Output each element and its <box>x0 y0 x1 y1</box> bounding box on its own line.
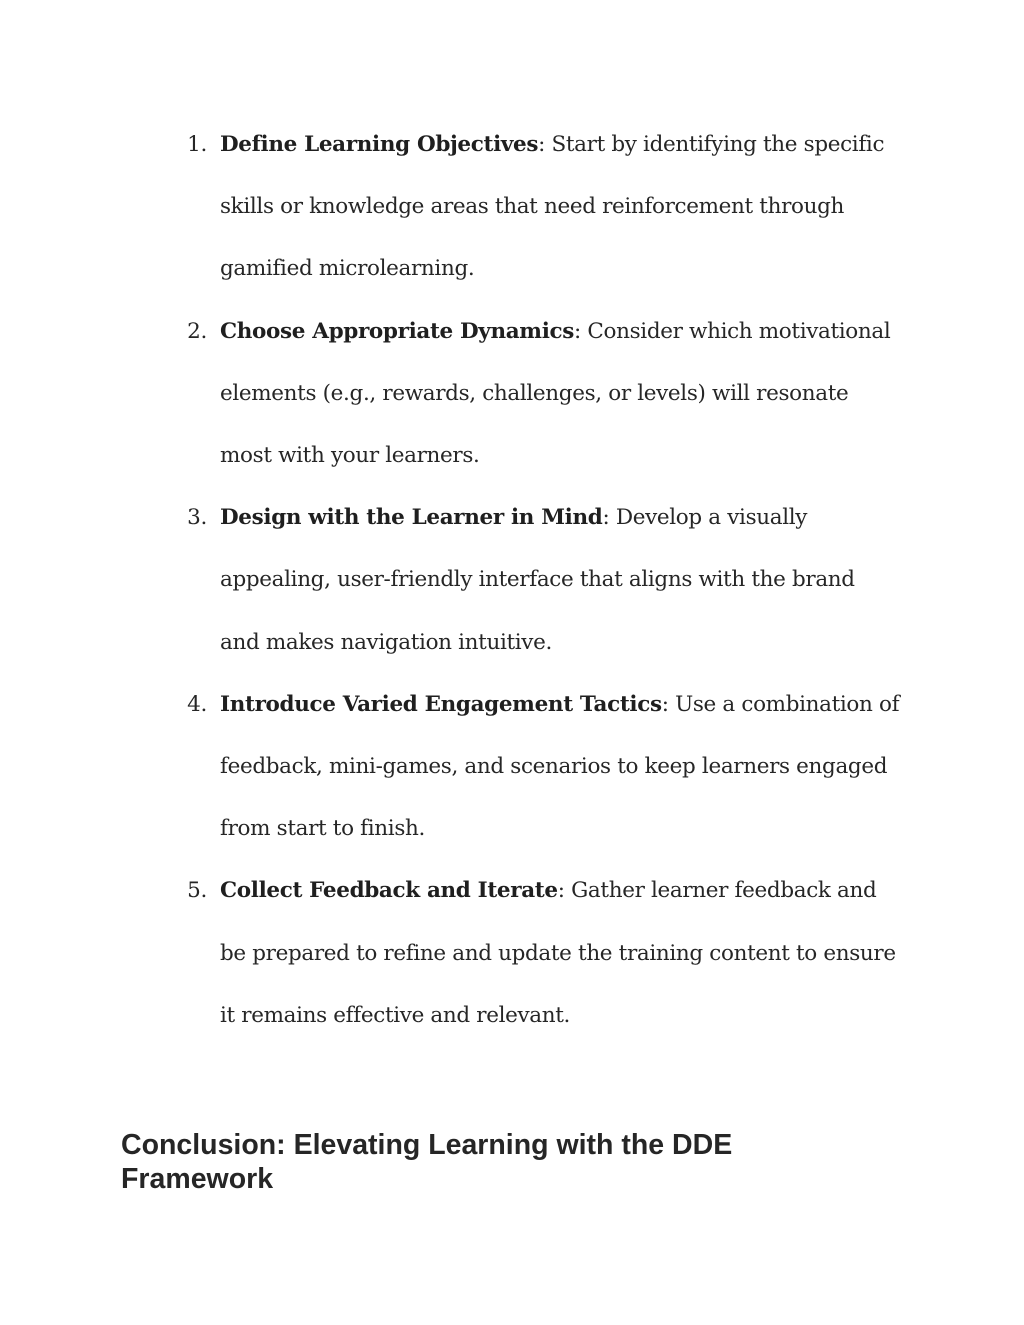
step-item <box>0 860 900 1047</box>
step-title: Introduce Varied Engagement Tactics <box>220 691 662 717</box>
step-number: 3. <box>187 505 207 531</box>
step-title: Define Learning Objectives <box>220 132 539 157</box>
step-number: 1. <box>187 132 207 157</box>
step-separator: : <box>574 318 581 344</box>
step-separator: : <box>557 878 565 904</box>
step-title: Choose Appropriate Dynamics <box>220 318 575 344</box>
step-number: 5. <box>187 878 207 904</box>
conclusion-heading: Conclusion: Elevating Learning with the DDE Framework <box>121 1129 733 1195</box>
step-text: Use a combination of feedback, mini-games, and scenarios to keep learners engaged from start to finish. <box>220 691 900 842</box>
step-item <box>0 674 900 861</box>
step-separator: : <box>602 505 610 531</box>
step-item <box>0 114 900 301</box>
step-number: 2. <box>187 318 207 344</box>
step-text: Develop a visually appealing, user-friendly interface that aligns with the brand and makes navigation intuitive. <box>220 505 855 655</box>
step-number: 4. <box>187 691 207 717</box>
step-text: Consider which motivational elements (e.g., rewards, challenges, or levels) will resonate most with your learners. <box>220 318 891 469</box>
step-separator: : <box>538 132 546 157</box>
step-text: Gather learner feedback and be prepared to refine and update the training content to ensure it remains effective and relevant. <box>220 878 896 1028</box>
step-item <box>0 487 900 674</box>
step-item <box>0 301 900 488</box>
step-text: Start by identifying the specific skills or knowledge areas that need reinforcement through gamified microlearning. <box>220 132 885 282</box>
step-title: Collect Feedback and Iterate <box>220 878 558 904</box>
step-separator: : <box>661 691 669 717</box>
step-title: Design with the Learner in Mind <box>220 505 603 531</box>
implementation-steps-list <box>0 114 1024 1047</box>
